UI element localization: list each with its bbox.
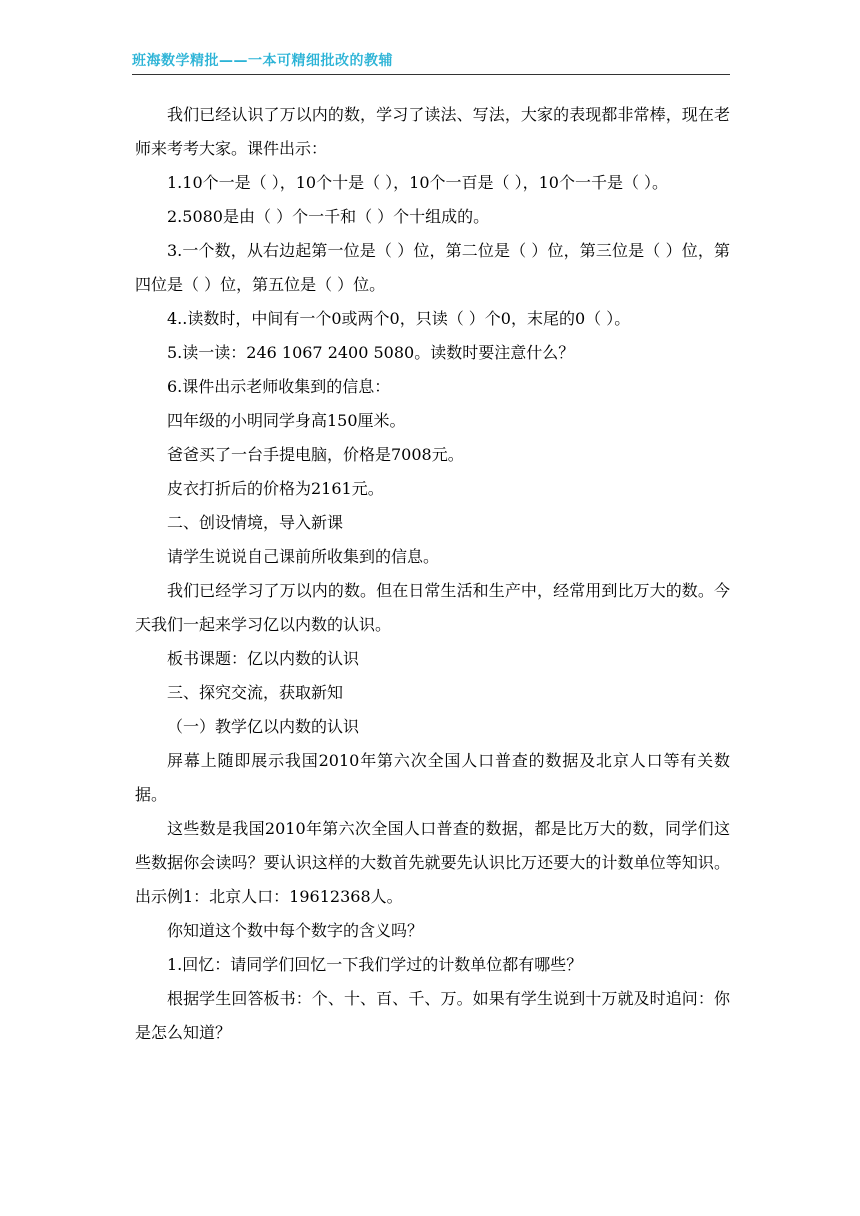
page-header [132,50,730,75]
paragraph: 5.读一读：246 1067 2400 5080。读数时要注意什么？ [167,343,575,362]
paragraph: 这些数是我国2010年第六次全国人口普查的数据，都是比万大的数，同学们这些数据你会读吗？要认识这样的大数首先就要先认识比万还要大的计数单位等知识。出示例1：北京人口：19612368人。 [135,819,730,906]
paragraph: 板书课题：亿以内数的认识 [167,649,360,668]
paragraph: 皮衣打折后的价格为2161元。 [167,479,384,498]
paragraph: 1.回忆：请同学们回忆一下我们学过的计数单位都有哪些？ [167,955,583,974]
paragraph: 我们已经学习了万以内的数。但在日常生活和生产中，经常用到比万大的数。今天我们一起来学习亿以内数的认识。 [135,581,730,634]
section-heading: 三、探究交流，获取新知 [167,683,344,702]
paragraph: 爸爸买了一台手提电脑，价格是7008元。 [167,445,464,464]
paragraph: 我们已经认识了万以内的数，学习了读法、写法，大家的表现都非常棒，现在老师来考考大家。课件出示： [135,105,730,158]
document-body [135,98,730,1050]
paragraph: 4..读数时，中间有一个0或两个0，只读（ ）个0，末尾的0（ ）。 [167,309,631,328]
subsection-heading: （一）教学亿以内数的认识 [167,717,360,736]
paragraph: 3.一个数，从右边起第一位是（ ）位，第二位是（ ）位，第三位是（ ）位，第四位是（ ）位，第五位是（ ）位。 [135,241,730,294]
paragraph: 6.课件出示老师收集到的信息： [167,377,391,396]
paragraph: 四年级的小明同学身高150厘米。 [167,411,406,430]
paragraph: 你知道这个数中每个数字的含义吗？ [167,921,424,940]
paragraph: 根据学生回答板书：个、十、百、千、万。如果有学生说到十万就及时追问：你是怎么知道？ [135,989,730,1042]
paragraph: 1.10个一是（ ），10个十是（ ），10个一百是（ ），10个一千是（ ）。 [167,173,669,192]
section-heading: 二、创设情境，导入新课 [167,513,344,532]
paragraph: 请学生说说自己课前所收集到的信息。 [167,547,440,566]
paragraph: 屏幕上随即展示我国2010年第六次全国人口普查的数据及北京人口等有关数据。 [135,751,730,804]
header-title: 班海数学精批——一本可精细批改的教辅 [132,53,393,69]
paragraph: 2.5080是由（ ）个一千和（ ）个十组成的。 [167,207,490,226]
